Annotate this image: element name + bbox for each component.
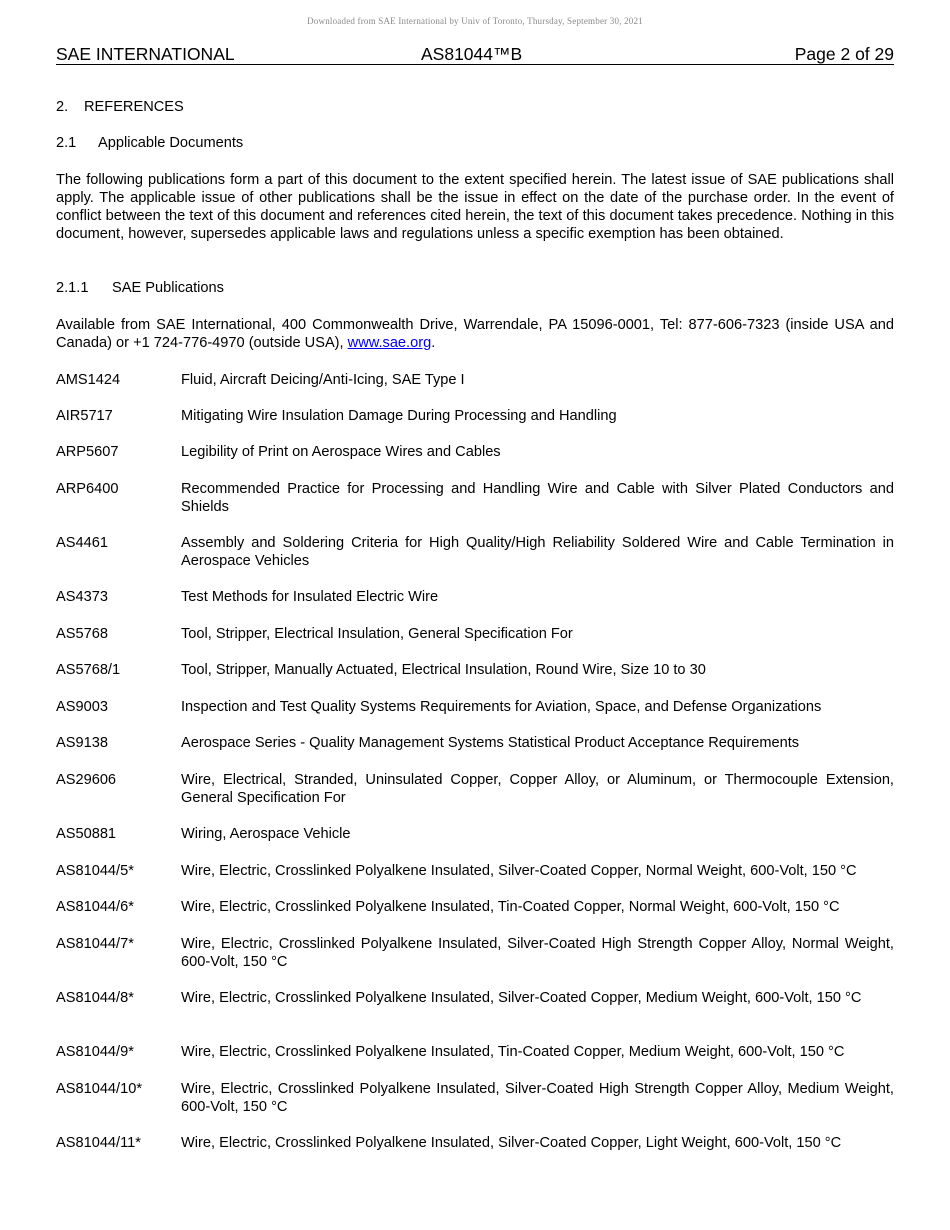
- section-heading-references: [56, 98, 184, 116]
- reference-code: AS81044/6*: [56, 899, 134, 915]
- download-watermark: Downloaded from SAE International by Univ of Toronto, Thursday, September 30, 2021: [307, 16, 643, 26]
- reference-code: AS81044/8*: [56, 990, 134, 1006]
- reference-code: AS81044/11*: [56, 1135, 141, 1151]
- reference-code: AS9003: [56, 699, 108, 715]
- reference-title: Wire, Electric, Crosslinked Polyalkene Insulated, Silver-Coated High Strength Copper Alloy, Normal Weight, 600-Volt, 150 °C: [181, 936, 894, 970]
- availability-paragraph: [56, 316, 894, 352]
- page-header: [56, 44, 894, 65]
- reference-code: AS81044/10*: [56, 1081, 143, 1097]
- header-organization: SAE INTERNATIONAL: [56, 44, 235, 64]
- header-page-number: Page 2 of 29: [794, 44, 894, 64]
- reference-code: AS50881: [56, 826, 117, 842]
- availability-text: Available from SAE International, 400 Commonwealth Drive, Warrendale, PA 15096-0001, Tel: 877-606-7323 (inside USA and Canada) or +1 724-776-4970 (outside USA),: [56, 317, 894, 351]
- reference-title: Test Methods for Insulated Electric Wire: [181, 589, 439, 605]
- section-number: 2.1: [56, 135, 77, 151]
- reference-title: Assembly and Soldering Criteria for High Quality/High Reliability Soldered Wire and Cable Termination in Aerospace Vehicles: [181, 535, 894, 569]
- sae-website-link[interactable]: www.sae.org: [347, 335, 432, 351]
- reference-code: ARP5607: [56, 444, 119, 460]
- reference-code: AS4373: [56, 589, 108, 605]
- reference-code: AS5768: [56, 626, 108, 642]
- reference-title: Wire, Electric, Crosslinked Polyalkene Insulated, Silver-Coated High Strength Copper Alloy, Medium Weight, 600-Volt, 150 °C: [181, 1081, 894, 1115]
- reference-code: AS81044/9*: [56, 1044, 134, 1060]
- reference-title: Inspection and Test Quality Systems Requirements for Aviation, Space, and Defense Organizations: [181, 699, 822, 715]
- reference-title: Legibility of Print on Aerospace Wires and Cables: [181, 444, 501, 460]
- section-title: SAE Publications: [112, 280, 224, 296]
- reference-title: Tool, Stripper, Electrical Insulation, General Specification For: [181, 626, 573, 642]
- reference-title: Recommended Practice for Processing and Handling Wire and Cable with Silver Plated Conductors and Shields: [181, 481, 894, 515]
- reference-code: AS4461: [56, 535, 108, 551]
- reference-code: AS5768/1: [56, 662, 121, 678]
- reference-title: Wire, Electric, Crosslinked Polyalkene Insulated, Tin-Coated Copper, Normal Weight, 600-Volt, 150 °C: [181, 899, 840, 915]
- reference-code: AS81044/5*: [56, 863, 134, 879]
- reference-title: Fluid, Aircraft Deicing/Anti-Icing, SAE Type I: [181, 372, 465, 388]
- reference-code: AIR5717: [56, 408, 113, 424]
- section-heading-applicable-documents: [56, 134, 243, 152]
- reference-title: Wire, Electric, Crosslinked Polyalkene Insulated, Tin-Coated Copper, Medium Weight, 600-Volt, 150 °C: [181, 1044, 845, 1060]
- section-number: 2.: [56, 99, 69, 115]
- section-heading-sae-publications: [56, 279, 224, 297]
- reference-title: Wire, Electric, Crosslinked Polyalkene Insulated, Silver-Coated Copper, Normal Weight, 600-Volt, 150 °C: [181, 863, 857, 879]
- reference-code: AS81044/7*: [56, 936, 134, 952]
- section-number: 2.1.1: [56, 280, 89, 296]
- reference-title: Wire, Electrical, Stranded, Uninsulated Copper, Copper Alloy, or Aluminum, or Thermocouple Extension, General Specification For: [181, 772, 894, 806]
- section-title: Applicable Documents: [98, 135, 244, 151]
- reference-code: ARP6400: [56, 481, 119, 497]
- reference-code: AS29606: [56, 772, 117, 788]
- reference-title: Wire, Electric, Crosslinked Polyalkene Insulated, Silver-Coated Copper, Light Weight, 600-Volt, 150 °C: [181, 1135, 842, 1151]
- applicable-documents-paragraph: The following publications form a part of this document to the extent specified herein. The latest issue of SAE publications shall apply. The applicable issue of other publications shall be the issue in effect on the date of the purchase order. In the event of conflict between the text of this document and references cited herein, the text of this document takes precedence. Nothing in this document, however, supersedes applicable laws and regulations unless a specific exemption has been obtained.: [56, 172, 894, 242]
- availability-end: .: [431, 335, 436, 351]
- reference-title: Wire, Electric, Crosslinked Polyalkene Insulated, Silver-Coated Copper, Medium Weight, 600-Volt, 150 °C: [181, 990, 862, 1006]
- section-title: REFERENCES: [84, 99, 184, 115]
- reference-title: Mitigating Wire Insulation Damage During Processing and Handling: [181, 408, 617, 424]
- reference-code: AS9138: [56, 735, 108, 751]
- header-document-number: AS81044™B: [421, 44, 523, 64]
- reference-title: Tool, Stripper, Manually Actuated, Electrical Insulation, Round Wire, Size 10 to 30: [181, 662, 706, 678]
- reference-code: AMS1424: [56, 372, 121, 388]
- reference-title: Aerospace Series - Quality Management Systems Statistical Product Acceptance Requirements: [181, 735, 800, 751]
- reference-title: Wiring, Aerospace Vehicle: [181, 826, 351, 842]
